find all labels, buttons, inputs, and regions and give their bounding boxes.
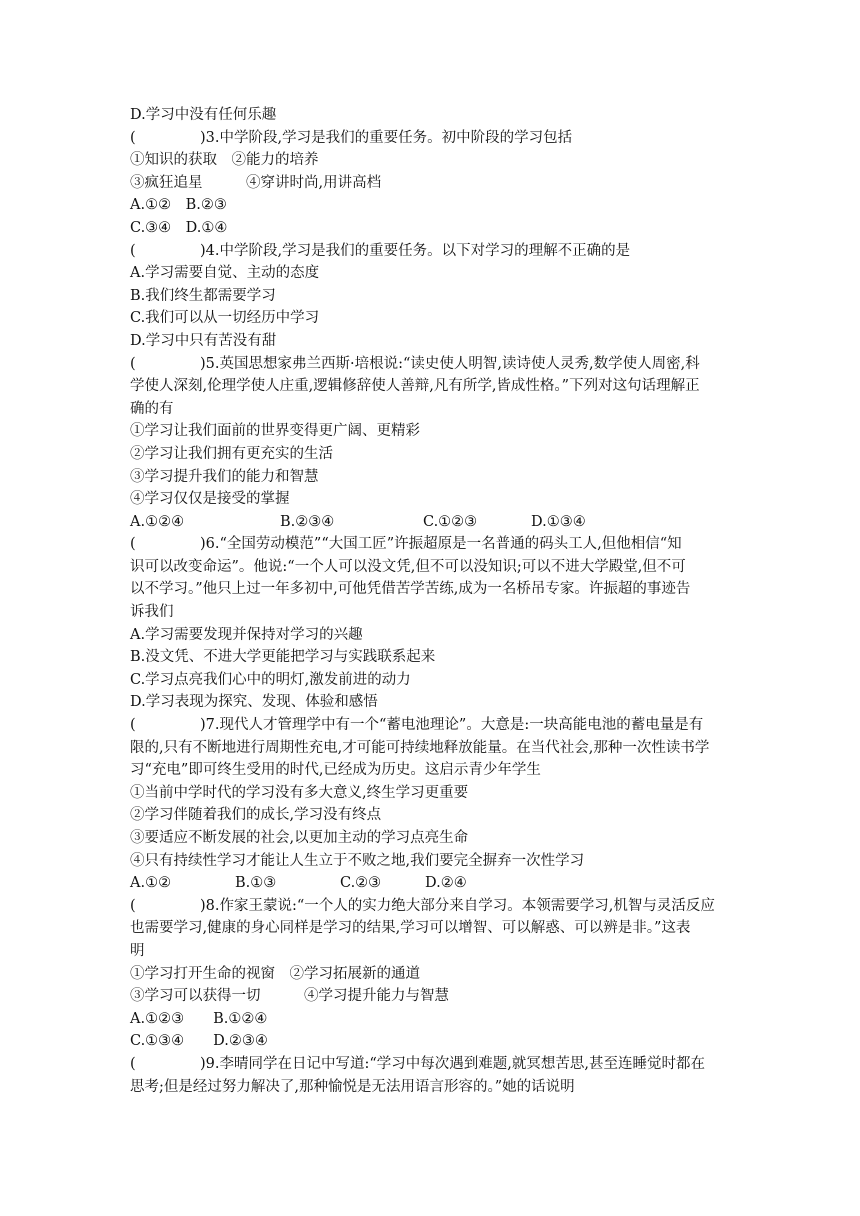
q5-text-cont-1: 学使人深刻,伦理学使人庄重,逻辑修辞使人善辩,凡有所学,皆成性格。”下列对这句话理解正	[130, 378, 700, 395]
q4-option-c: C.我们可以从一切经历中学习	[130, 310, 320, 327]
q4-option-a: A.学习需要自觉、主动的态度	[130, 265, 320, 282]
q6-option-b: B.没文凭、不进大学更能把学习与实践联系起来	[130, 649, 436, 666]
q7-option-c: C.②③	[340, 875, 382, 892]
question-9-text: )9.李晴同学在日记中写道:“学习中每次遇到难题,就冥想苦思,甚至连睡觉时都在	[200, 1055, 706, 1072]
q5-statement-3: ③学习提升我们的能力和智慧	[130, 468, 319, 485]
q8-statements-3-4: ③学习可以获得一切 ④学习提升能力与智慧	[130, 988, 449, 1005]
q9-text-cont-1: 思考;但是经过努力解决了,那种愉悦是无法用语言形容的。”她的话说明	[130, 1078, 575, 1095]
answer-blank: (	[130, 897, 136, 914]
q6-option-d: D.学习表现为探究、发现、体验和感悟	[130, 694, 378, 711]
answer-blank: (	[130, 717, 136, 734]
question-7-text: )7.现代人才管理学中有一个“蓄电池理论”。大意是:一块高能电池的蓄电量是有	[200, 717, 704, 734]
q5-option-a: A.①②④	[130, 513, 185, 530]
q6-text-cont-1: 识可以改变命运”。他说:“一个人可以没文凭,但不可以没知识;可以不进大学殿堂,但不可	[130, 558, 686, 575]
question-6-text: )6.“全国劳动模范”“大国工匠”许振超原是一名普通的码头工人,但他相信“知	[200, 536, 682, 553]
q2-option-d: D.学习中没有任何乐趣	[130, 107, 277, 123]
q5-statement-2: ②学习让我们拥有更充实的生活	[130, 445, 333, 462]
q6-option-a: A.学习需要发现并保持对学习的兴趣	[130, 626, 363, 643]
q4-option-b: B.我们终生都需要学习	[130, 287, 276, 304]
q3-options-cd: C.③④ D.①④	[130, 219, 228, 236]
answer-blank: (	[130, 242, 136, 259]
question-7	[130, 714, 730, 737]
question-9	[130, 1053, 730, 1076]
q6-text-cont-2: 以不学习。”他只上过一年多初中,可他凭借苦学苦练,成为一名桥吊专家。许振超的事迹告	[130, 581, 691, 598]
q8-options-cd: C.①③④ D.②③④	[130, 1033, 268, 1050]
q7-statement-4: ④只有持续性学习才能让人生立于不败之地,我们要完全摒弃一次性学习	[130, 852, 585, 869]
question-8-text: )8.作家王蒙说:“一个人的实力绝大部分来自学习。本领需要学习,机智与灵活反应	[200, 897, 715, 914]
q5-option-d: D.①③④	[531, 513, 586, 530]
document-page	[130, 104, 730, 1098]
q8-options-ab: A.①②③ B.①②④	[130, 1010, 268, 1027]
q7-statement-3: ③要适应不断发展的社会,以更加主动的学习点亮生命	[130, 830, 469, 846]
question-4	[130, 240, 730, 263]
q5-statement-1: ①学习让我们面前的世界变得更广阔、更精彩	[130, 423, 420, 440]
q3-options-ab: A.①② B.②③	[130, 197, 227, 214]
q8-text-cont-1: 也需要学习,健康的身心同样是学习的结果,学习可以增智、可以解惑、可以辨是非。”这表	[130, 920, 691, 937]
q7-option-a: A.①②	[130, 875, 172, 892]
q3-statements-1-2: ①知识的获取 ②能力的培养	[130, 152, 319, 169]
q7-text-cont-2: 习“充电”即可终生受用的时代,已经成为历史。这启示青少年学生	[130, 762, 541, 779]
q7-text-cont-1: 限的,只有不断地进行周期性充电,才可能可持续地释放能量。在当代社会,那种一次性读书学	[130, 739, 710, 756]
answer-blank: (	[130, 1055, 136, 1072]
q7-option-b: B.①③	[235, 875, 277, 892]
q6-text-cont-3: 诉我们	[130, 604, 174, 621]
question-3	[130, 127, 730, 150]
question-6	[130, 533, 730, 556]
q5-option-b: B.②③④	[280, 513, 335, 530]
question-4-text: )4.中学阶段,学习是我们的重要任务。以下对学习的理解不正确的是	[200, 242, 631, 259]
q7-statement-1: ①当前中学时代的学习没有多大意义,终生学习更重要	[130, 784, 469, 801]
question-5	[130, 353, 730, 376]
q5-option-c: C.①②③	[423, 513, 478, 530]
q5-text-cont-2: 确的有	[130, 400, 174, 417]
q8-text-cont-2: 明	[130, 942, 145, 959]
q8-statements-1-2: ①学习打开生命的视窗 ②学习拓展新的通道	[130, 965, 420, 982]
q3-statements-3-4: ③疯狂追星 ④穿讲时尚,用讲高档	[130, 174, 382, 191]
q7-statement-2: ②学习伴随着我们的成长,学习没有终点	[130, 807, 382, 824]
answer-blank: (	[130, 129, 136, 146]
q6-option-c: C.学习点亮我们心中的明灯,激发前进的动力	[130, 671, 411, 688]
question-8	[130, 895, 730, 918]
q5-options	[130, 511, 730, 534]
q4-option-d: D.学习中只有苦没有甜	[130, 332, 277, 349]
answer-blank: (	[130, 355, 136, 372]
q7-option-d: D.②④	[425, 875, 467, 892]
q7-options	[130, 872, 730, 895]
question-3-text: )3.中学阶段,学习是我们的重要任务。初中阶段的学习包括	[200, 129, 573, 146]
answer-blank: (	[130, 536, 136, 553]
q5-statement-4: ④学习仅仅是接受的掌握	[130, 491, 290, 508]
question-5-text: )5.英国思想家弗兰西斯·培根说:“读史使人明智,读诗使人灵秀,数学使人周密,科	[200, 355, 700, 372]
